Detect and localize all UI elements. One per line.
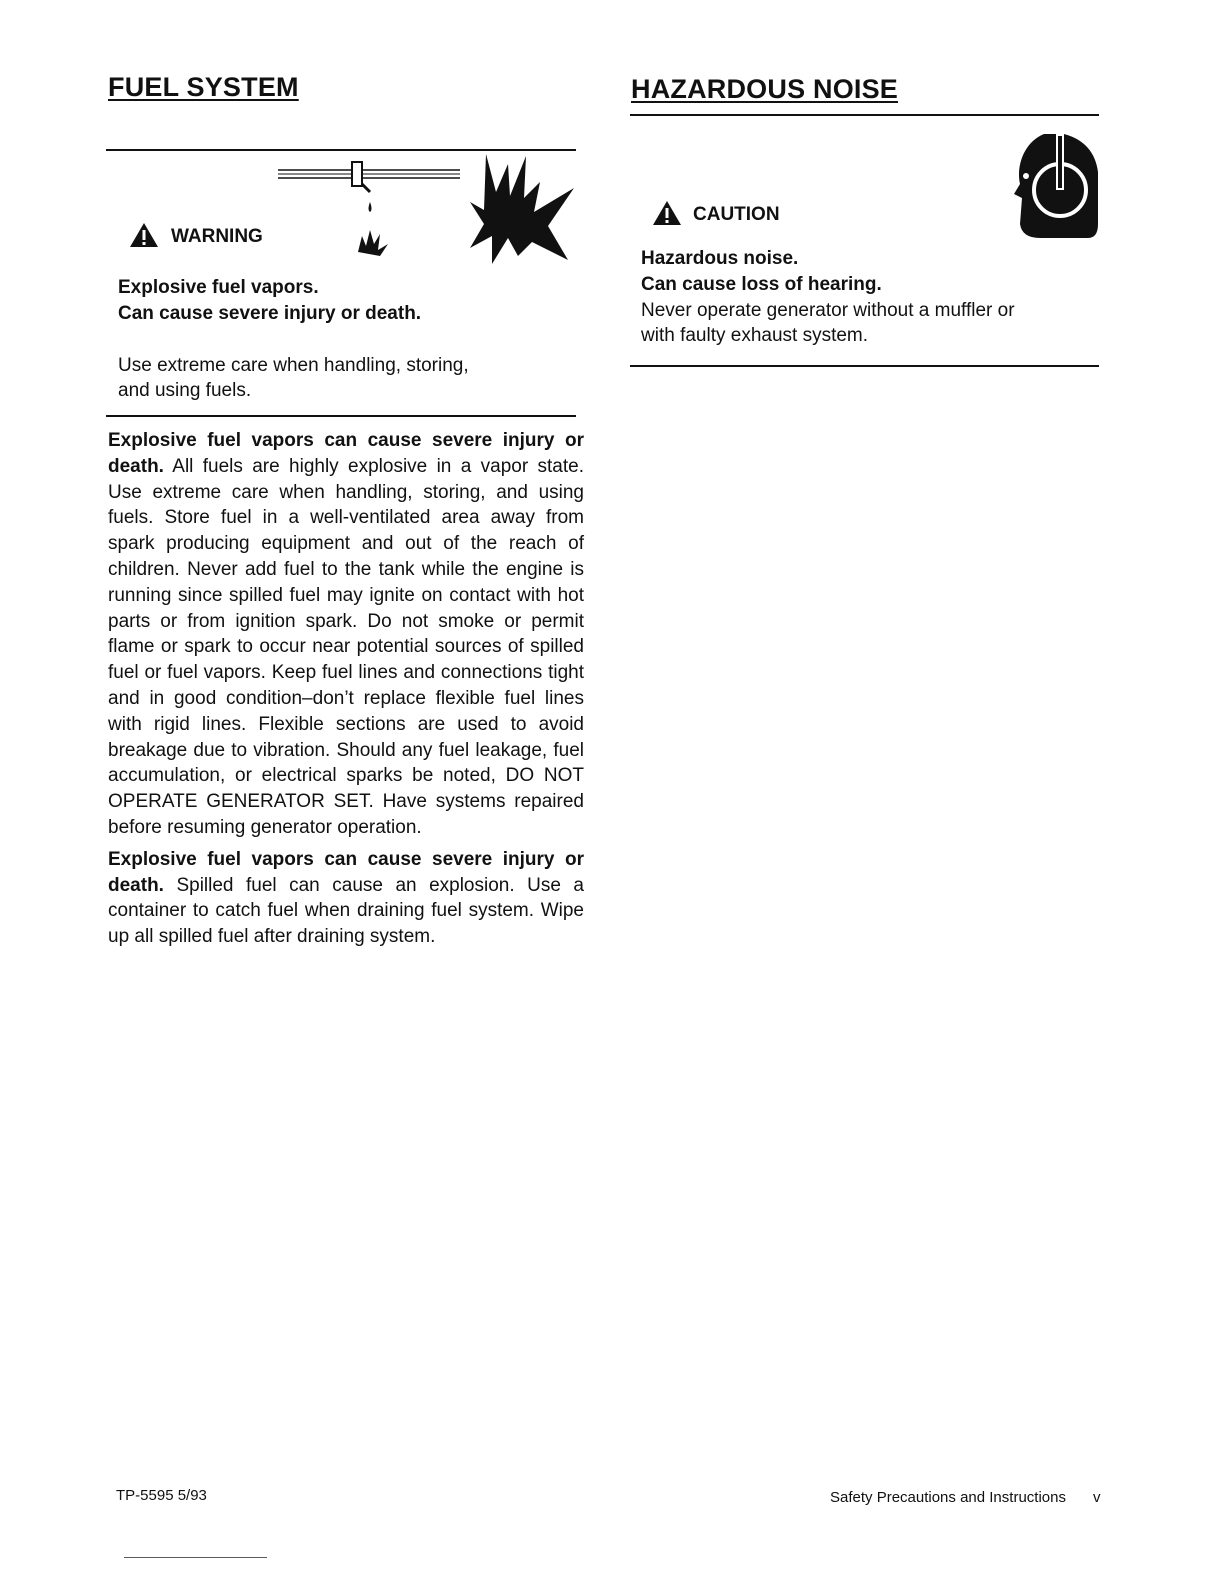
fuel-paragraph-1-text: All fuels are highly explosive in a vapor state. Use extreme care when handling, storing, and using fuels. Store fuel in a well-ventilated area away from spark producing equipment and out of the reach of children. Never add fuel to the tank while the engine is running since spilled fuel may ignite on contact with hot parts or from ignition spark. Do not smoke or permit flame or spark to occur near potential sources of spilled fuel or fuel vapors. Keep fuel lines and connections tight and in good condition–don’t replace flexible fuel lines with rigid lines. Flexible sections are used to avoid breakage due to vibration. Should any fuel leakage, fuel accumulation, or electrical sparks be noted, DO NOT OPERATE GENERATOR SET. Have systems repaired before resuming generator operation. [108,455,584,838]
fuel-hazard-line2: Can cause severe injury or death. [118,303,422,324]
warning-triangle-icon [129,222,159,248]
fuel-paragraph-2-text: Spilled fuel can cause an explosion. Use a container to catch fuel when draining fuel system. Wipe up all spilled fuel after draining system. [108,874,584,948]
noise-hazard-line2: Can cause loss of hearing. [641,274,882,295]
fuel-paragraph-2 [108,847,584,950]
fuel-bottom-rule [106,415,576,417]
fuel-instruction-line1: Use extreme care when handling, storing, [118,355,469,376]
hearing-head-icon [1012,132,1100,242]
fuel-explosion-icon [270,152,580,264]
noise-bottom-rule [630,365,1099,367]
fuel-system-heading: FUEL SYSTEM [108,72,299,102]
noise-top-rule [630,114,1099,116]
footer-blue-line [124,1557,267,1558]
warning-label: WARNING [171,226,263,247]
fuel-hazard-line1: Explosive fuel vapors. [118,277,319,298]
footer-page-number: v [1093,1489,1101,1506]
caution-triangle-icon [652,200,682,226]
noise-instruction-line1: Never operate generator without a muffler or [641,300,1015,321]
noise-hazard-line1: Hazardous noise. [641,248,799,269]
hazardous-noise-heading: HAZARDOUS NOISE [631,74,899,104]
caution-label: CAUTION [693,204,780,225]
fuel-paragraph-1 [108,428,584,841]
noise-instruction-line2: with faulty exhaust system. [641,325,869,346]
fuel-top-rule [106,149,576,151]
footer-section-title: Safety Precautions and Instructions [830,1489,1066,1506]
footer-doc-number: TP-5595 5/93 [116,1487,207,1504]
fuel-paragraph-2-lead: Explosive fuel vapors can cause severe injury or death. [108,848,584,896]
fuel-paragraph-1-lead: Explosive fuel vapors can cause severe injury or death. [108,430,584,477]
fuel-instruction-line2: and using fuels. [118,380,252,401]
fuel-body-text [108,428,584,956]
